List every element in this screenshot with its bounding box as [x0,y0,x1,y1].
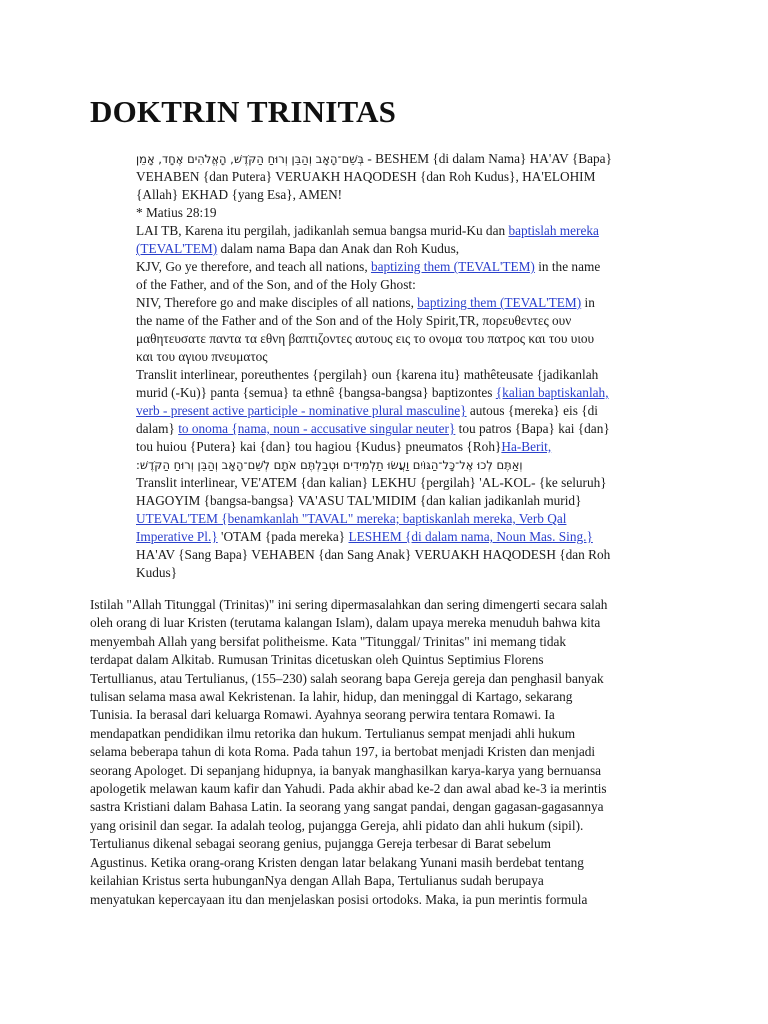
paragraph-line: tulisan selama masa awal Kekristenan. Ia lahir, hidup, dan meninggal di Kartago, sekarang [90,689,573,705]
paragraph-line: sastra Kristiani dalam Bahasa Latin. Ia seorang yang sangat pandai, dengan gagasan-gagasannya [90,799,604,815]
quote-line: KJV, Go ye therefore, and teach all nations, baptizing them (TEVAL'TEM) in the name [136,259,601,274]
baptislah-mereka-link[interactable]: baptislah mereka [508,223,599,238]
verse-reference: * Matius 28:19 [136,205,217,220]
imperative-link[interactable]: Imperative Pl.} [136,529,218,544]
quote-line: Translit interlinear, VE'ATEM {dan kalian} LEKHU {pergilah} 'AL-KOL- {ke seluruh} [136,475,607,490]
quote-line: Translit interlinear, poreuthentes {pergilah} oun {karena itu} mathêteusate {jadikanlah [136,367,599,382]
quote-line: tou huiou {Putera} kai {dan} tou hagiou {Kudus} pneumatos {Roh}Ha-Berit, [136,439,552,454]
paragraph-line: keilahian Kristus serta hubunganNya dengan Allah Bapa, Tertulianus sudah berupaya [90,873,544,889]
paragraph-line: oleh orang di luar Kristen (terutama kalangan Islam), dalam upaya mereka menuduh bahwa kita [90,615,601,631]
quote-line: of the Father, and of the Son, and of the Holy Ghost: [136,277,416,292]
page-title: DOKTRIN TRINITAS [90,94,397,129]
quote-line: VEHABEN {dan Putera} VERUAKH HAQODESH {dan Roh Kudus}, HA'ELOHIM [136,169,596,184]
ha-berit-link[interactable]: Ha-Berit, [501,439,552,454]
quote-line: dalam} to onoma {nama, noun - accusative singular neuter} tou patros {Bapa} kai {dan} [136,421,610,436]
paragraph-line: yang orisinil dan segar. Ia adalah teolog, pujangga Gereja, ahli pidato dan ahli hukum (sipil). [90,817,584,833]
essay-paragraph [90,596,682,909]
niv-baptizing-link[interactable]: baptizing them (TEVAL'TEM) [417,295,582,310]
paragraph-line: Tertullianus, atau Tertulianus, (155–230) salah seorang bapa Gereja gereja dan penghasil banyak [90,670,604,686]
greek-text-line: και του αγιου πνευματος [136,349,268,364]
quote-line: Imperative Pl.} 'OTAM {pada mereka} LESHEM {di dalam nama, Noun Mas. Sing.} [136,529,593,544]
quote-line: LAI TB, Karena itu pergilah, jadikanlah semua bangsa murid-Ku dan baptislah mereka [136,223,599,238]
verb-participle-link[interactable]: verb - present active participle - nominative plural masculine} [136,403,467,418]
quote-line: verb - present active participle - nominative plural masculine} autous {mereka} eis {di [136,403,598,418]
quote-line: HAGOYIM {bangsa-bangsa} VA'ASU TAL'MIDIM {dan kalian jadikanlah murid} [136,493,582,508]
paragraph-line: apologetik melawan kaum kafir dan Yahudi. Pada akhir abad ke-2 dan awal abad ke-3 ia merintis [90,781,607,797]
quote-line: Kudus} [136,565,178,580]
teval-tem-link[interactable]: (TEVAL'TEM) [136,241,218,256]
hebrew-verse-line: וְאַתֶּם לְכוּ אֶל־כָּל־הַגּוֹיִם וַעֲשׂוּ תַלְמִידִים וּטְבַלְתֶּם אֹתָם לְשֵׁם־הָאָב וְהַבֵּן וְרוּחַ הַקֹּדֶשׁ: [136,458,523,472]
leshem-link[interactable]: LESHEM {di dalam nama, Noun Mas. Sing.} [348,529,593,544]
quote-line: HA'AV {Sang Bapa} VEHABEN {dan Sang Anak} VERUAKH HAQODESH {dan Roh [136,547,611,562]
paragraph-line: seorang Apologet. Di sepanjang hidupnya, ia banyak manghasilkan karya-karya yang bernuansa [90,762,602,778]
paragraph-line: Agustinus. Ketika orang-orang Kristen dengan latar belakang Yunani masih berdebat tentang [90,854,584,870]
uteval-tem-link[interactable]: UTEVAL'TEM {benamkanlah "TAVAL" mereka; baptiskanlah mereka, Verb Qal [136,511,567,526]
quote-line: NIV, Therefore go and make disciples of all nations, baptizing them (TEVAL'TEM) in [136,295,595,310]
quote-line: בְּשֵׁם־הָאָב וְהַבֵּן וְרוּחַ הַקֹּדֶשׁ, הָאֱלֹהִים אֶחָד, אָמֵן - BESHEM {di dalam Nama} HA'AV {Bapa} [136,151,612,166]
paragraph-line: Tunisia. Ia berasal dari keluarga Romawi. Ayahnya seorang perwira tentara Romawi. Ia [90,707,555,723]
quote-line: (TEVAL'TEM) dalam nama Bapa dan Anak dan Roh Kudus, [136,241,460,256]
paragraph-line: terdapat dalam Alkitab. Rumusan Trinitas dicetuskan oleh Quintus Septimius Florens [90,652,544,668]
kjv-baptizing-link[interactable]: baptizing them (TEVAL'TEM) [370,259,535,274]
kalian-baptiskanlah-link[interactable]: {kalian baptiskanlah, [495,385,609,400]
paragraph-line: Tertulianus dikenal sebagai seorang genius, pujangga Gereja terbesar di Barat sebelum [90,836,551,852]
paragraph-line: menyembah Allah yang bersifat politheisme. Kata "Titunggal/ Trinitas" ini memang tidak [90,633,567,649]
hebrew-text: בְּשֵׁם־הָאָב וְהַבֵּן וְרוּחַ הַקֹּדֶשׁ, הָאֱלֹהִים אֶחָד, אָמֵן [136,152,365,166]
to-onoma-link[interactable]: to onoma {nama, noun - accusative singular neuter} [178,421,456,436]
paragraph-line: mendapatkan pendidikan ilmu retorika dan hukum. Tertulianus sempat menjadi ahli hukum [90,725,576,741]
paragraph-line: selama beberapa tahun di kota Roma. Pada tahun 197, ia bertobat menjadi Kristen dan menjadi [90,744,596,760]
paragraph-line: Istilah "Allah Titunggal (Trinitas)" ini sering dipermasalahkan dan sering dimengerti secara salah [90,597,608,612]
quote-line: {Allah} EKHAD {yang Esa}, AMEN! [136,187,343,202]
quote-line [136,510,676,528]
paragraph-line: menyatukan kepercayaan itu dan menjelaskan posisi ortodoks. Maka, ia pun merintis formula [90,891,588,907]
quote-line: murid (-Ku)} panta {semua} ta ethnê {bangsa-bangsa} baptizontes {kalian baptiskanlah, [136,385,609,400]
scripture-quote-block [136,150,676,582]
greek-text-line: μαθητευσατε παντα τα εθνη βαπτιζοντες αυτους εις το ονομα του πατρος και του υιου [136,331,595,346]
quote-line: the name of the Father and of the Son and of the Holy Spirit,TR, πορευθεντες ουν [136,313,572,328]
